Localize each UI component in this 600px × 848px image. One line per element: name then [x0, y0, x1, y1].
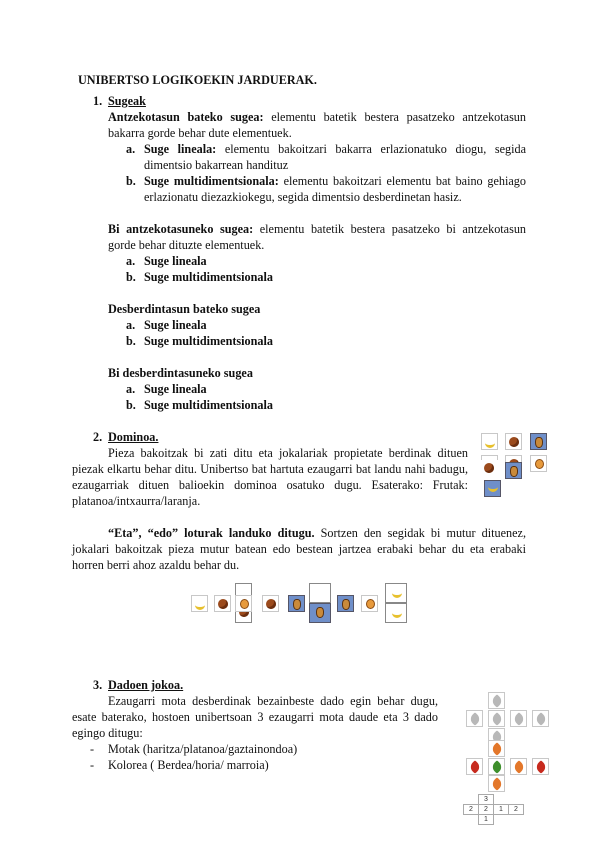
eta-edo-text: Sortzen den segidak bi mutur dituenez, jokalari bakoitzak pieza mutur batean edo bestean jartzea erabaki behar du eta erabaki horren berri ahoz azaldu behar du.	[72, 526, 526, 572]
list-item-motak: Motak (haritza/platanoa/gaztainondoa)	[108, 742, 298, 756]
grid-cell-top: 3	[479, 795, 494, 805]
grid-empty	[464, 815, 479, 825]
grid-empty	[509, 815, 524, 825]
list-item-label: Suge multidimentsionala	[144, 270, 274, 284]
leaf-icon	[490, 694, 504, 708]
leaf-icon	[512, 712, 526, 726]
face-tile	[337, 595, 354, 612]
list-item-suge-lineala	[144, 141, 526, 173]
orange-tile	[235, 595, 252, 612]
leaf-tile	[466, 758, 483, 775]
banana-icon	[392, 589, 402, 598]
item-text: elementu bakoitzari elementu bat baino gehiago erlazionatu diezazkiokegu, segida dimentsio desberdinetan hasiz.	[144, 174, 526, 204]
grid-cell: 1	[494, 805, 509, 815]
domino-piece-top	[309, 583, 331, 603]
term-antzekotasun-bateko: Antzekotasun bateko sugea:	[108, 110, 264, 124]
list-marker: a.	[126, 382, 136, 396]
page-title: UNIBERTSO LOGIKOEKIN JARDUERAK.	[78, 73, 317, 87]
list-item-label: Suge multidimentsionala	[144, 398, 274, 412]
list-marker: b.	[126, 174, 136, 188]
list-marker: a.	[126, 142, 136, 156]
list-dash: -	[90, 758, 95, 772]
section-1-number: 1.	[93, 94, 103, 108]
list-marker: b.	[126, 398, 136, 412]
nut-tile	[214, 595, 231, 612]
term-eta-edo: “Eta”, “edo” loturak landuko ditugu.	[108, 526, 315, 540]
face-icon	[342, 599, 350, 610]
leaf-tile	[488, 740, 505, 757]
leaf-icon	[490, 777, 504, 791]
subheading-desberdintasun-bateko: Desberdintasun bateko sugea	[108, 302, 261, 316]
grid-cell: 2	[464, 805, 479, 815]
section-1-heading: Sugeak	[108, 94, 146, 108]
banana-tile	[191, 595, 208, 612]
leaf-icon	[468, 760, 482, 774]
grid-empty	[509, 795, 524, 805]
nut-tile	[505, 433, 522, 450]
item-term: Suge multidimentsionala:	[144, 174, 279, 188]
nut-icon	[218, 599, 228, 609]
nut-tile-2	[481, 460, 498, 477]
banana-icon	[488, 483, 498, 492]
nut-icon	[266, 599, 276, 609]
list-dash: -	[90, 742, 95, 756]
face-icon	[293, 599, 301, 610]
grid-empty	[494, 795, 509, 805]
grid-empty	[494, 815, 509, 825]
leaf-icon	[534, 712, 548, 726]
list-item-label: Suge lineala	[144, 318, 207, 332]
leaf-icon	[490, 760, 504, 774]
grid-cell: 2	[479, 805, 494, 815]
orange-tile	[530, 455, 547, 472]
face-icon	[510, 466, 518, 477]
paragraph-dadoen-jokoa: Ezaugarri mota desberdinak bezainbeste dado egin behar dugu, esate baterako, hostoen unibertsoan 3 ezaugarri mota daude eta 3 dado egingo ditugu:	[72, 694, 438, 740]
banana-face-tile	[484, 480, 501, 497]
domino-piece-bottom	[385, 603, 407, 623]
orange-icon	[535, 459, 544, 469]
face-icon	[535, 437, 543, 448]
term-bi-antzekotasuneko: Bi antzekotasuneko sugea:	[108, 222, 254, 236]
orange-icon	[366, 599, 375, 609]
list-marker: b.	[126, 270, 136, 284]
leaf-icon	[534, 760, 548, 774]
banana-tile	[481, 433, 498, 450]
definition-antzekotasun-bateko: elementu batetik bestera pasatzeko antzekotasun bakarra gorde behar dute elementuek.	[108, 110, 526, 140]
list-marker: a.	[126, 254, 136, 268]
item-term: Suge lineala:	[144, 142, 217, 156]
paragraph-bi-antzekotasuneko	[108, 221, 526, 253]
orange-tile	[361, 595, 378, 612]
list-item-kolorea: Kolorea ( Berdea/horia/ marroia)	[108, 758, 269, 772]
leaf-tile	[532, 758, 549, 775]
item-text: elementu bakoitzari bakarra erlazionatuko diogu, segida dimentsio bakarrean handituz	[144, 142, 526, 172]
leaf-tile	[510, 758, 527, 775]
list-marker: a.	[126, 318, 136, 332]
paragraph-dominoa-description: Pieza bakoitzak bi zati ditu eta jokalariak propietate berdinak dituen piezak elkartu behar ditu. Unibertso bat hartuta ezaugarri bat landu nahi badugu, ezaugarriak dituen balioekin dominoa osatuko dugu. Esaterako: Frutak: platanoa/intxaurra/laranja.	[72, 446, 468, 508]
list-item-suge-multidimentsionala	[144, 173, 526, 205]
leaf-tile	[532, 710, 549, 727]
list-marker: b.	[126, 334, 136, 348]
nut-icon	[509, 437, 519, 447]
grid-cell-bottom: 1	[479, 815, 494, 825]
section-2-number: 2.	[93, 430, 103, 444]
grid-empty	[464, 795, 479, 805]
number-dice-grid	[463, 794, 524, 825]
leaf-tile	[510, 710, 527, 727]
face-tile	[530, 433, 547, 450]
paragraph-eta-edo	[72, 525, 526, 573]
subheading-bi-desberdintasuneko: Bi desberdintasuneko sugea	[108, 366, 253, 380]
leaf-tile	[488, 775, 505, 792]
leaf-icon	[490, 712, 504, 726]
banana-icon	[392, 609, 402, 618]
list-item-label: Suge lineala	[144, 254, 207, 268]
section-3-number: 3.	[93, 678, 103, 692]
banana-icon	[195, 601, 205, 610]
nut-icon	[484, 463, 494, 473]
section-3-heading: Dadoen jokoa.	[108, 678, 184, 692]
face-tile-2	[505, 462, 522, 479]
leaf-icon	[468, 712, 482, 726]
list-item-label: Suge multidimentsionala	[144, 334, 274, 348]
leaf-tile	[488, 692, 505, 709]
list-item-label: Suge lineala	[144, 382, 207, 396]
domino-piece-top	[385, 583, 407, 603]
face-icon	[316, 607, 324, 618]
leaf-icon	[512, 760, 526, 774]
orange-icon	[240, 599, 249, 609]
domino-piece-face	[309, 603, 331, 623]
leaf-tile	[488, 758, 505, 775]
grid-cell: 2	[509, 805, 524, 815]
section-2-heading: Dominoa.	[108, 430, 159, 444]
paragraph-antzekotasun-bateko	[108, 109, 526, 141]
face-tile	[288, 595, 305, 612]
banana-icon	[485, 439, 495, 448]
leaf-tile	[466, 710, 483, 727]
definition-bi-antzekotasuneko: elementu batetik bestera pasatzeko bi antzekotasun gorde behar dituzte elementuek.	[108, 222, 527, 252]
nut-tile	[262, 595, 279, 612]
leaf-tile	[488, 710, 505, 727]
leaf-icon	[490, 742, 504, 756]
